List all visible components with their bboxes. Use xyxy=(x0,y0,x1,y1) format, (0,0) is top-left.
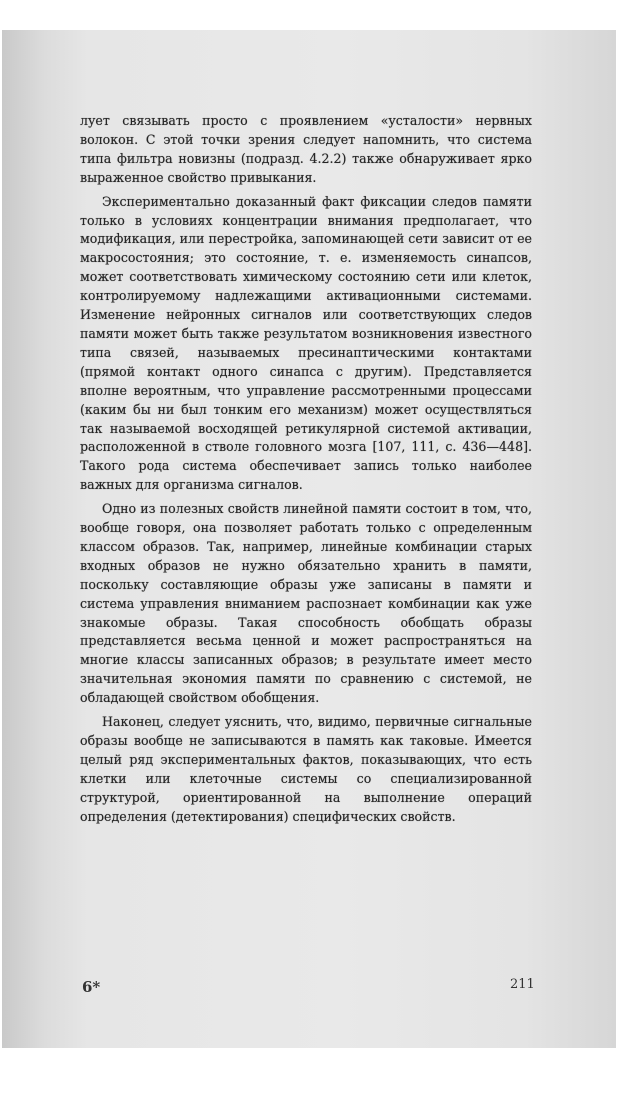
paragraph: Одно из полезных свойств линейной памяти состоит в том, что, вообще говоря, она позволяет работать только с определенным классом образов. Так, например, линейные комбинации старых входных образов не нужно обязательно хранить в памяти, поскольку составляющие образы уже записаны в памяти и система управления вниманием распознает комбинации как уже знакомые образы. Такая способность обобщать образы представляется весьма ценной и может распространяться на многие классы записанных образов; в результате имеет место значительная экономия памяти по сравнению с системой, не обладающей свойством обобщения. xyxy=(80,501,532,706)
paragraph: Наконец, следует уяснить, что, видимо, первичные сигнальные образы вообще не записываются в память как таковые. Имеется целый ряд экспериментальных фактов, показывающих, что есть клетки или клеточные системы со специализированной структурой, ориентированной на выполнение операций определения (детектирования) специфических свойств. xyxy=(80,714,532,824)
signature-mark: 6* xyxy=(82,978,101,996)
page-body-text xyxy=(80,112,532,827)
paragraph: лует связывать просто с проявлением «усталости» нервных волокон. С этой точки зрения следует напомнить, что система типа фильтра новизны (подразд. 4.2.2) также обнаруживает ярко выраженное свойство привыкания. xyxy=(80,113,532,185)
paragraph: Экспериментально доказанный факт фиксации следов памяти только в условиях концентрации внимания предполагает, что модификация, или перестройка, запоминающей сети зависит от ее макросостояния; это состояние, т. е. изменяемость синапсов, может соответствовать химическому состоянию сети или клеток, контролируемому надлежащими активационными системами. Изменение нейронных сигналов или соответствующих следов памяти может быть также результатом возникновения известного типа связей, называемых пресинаптическими контактами (прямой контакт одного синапса с другим). Представляется вполне вероятным, что управление рассмотренными процессами (каким бы ни был тонким его механизм) может осуществляться так называемой восходящей ретикулярной системой активации, расположенной в стволе головного мозга [107, 111, с. 436—448]. Такого рода система обеспечивает запись только наиболее важных для организма сигналов. xyxy=(80,193,532,493)
page-number: 211 xyxy=(510,977,535,992)
book-page xyxy=(2,30,616,1048)
